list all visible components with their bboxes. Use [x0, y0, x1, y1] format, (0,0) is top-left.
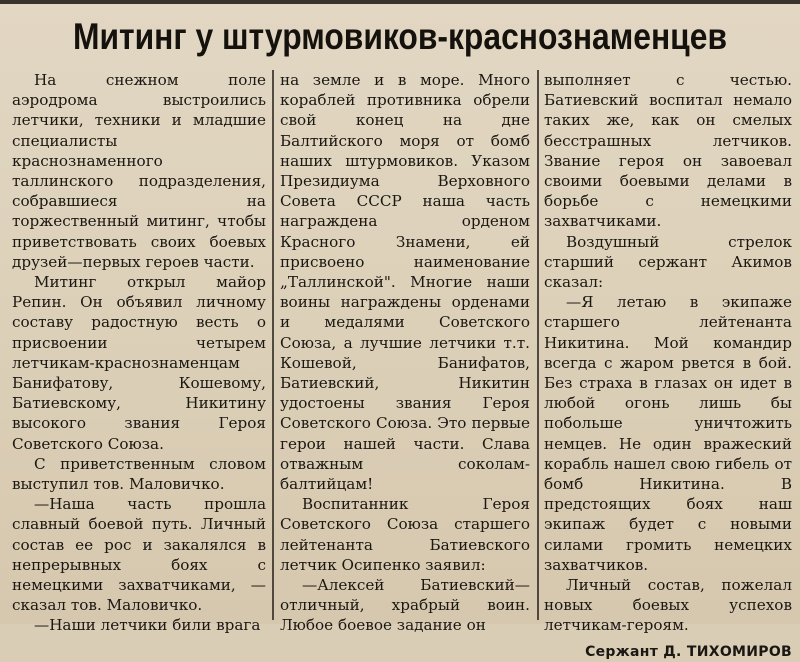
column-1 — [12, 70, 266, 635]
article-columns — [0, 70, 800, 660]
headline: Митинг у штурмовиков-краснознаменцев — [72, 16, 728, 57]
column-3 — [544, 70, 792, 660]
paragraph: выполняет с честью. Батиевский воспитал немало таких же, как он смелых бесстрашных летчиков. Звание героя он завоевал своими боевыми делами в борьбе с немецкими захватчиками. — [544, 71, 792, 231]
paragraph: —Алексей Батиевский— отличный, храбрый воин. Любое боевое задание он — [280, 576, 530, 635]
paragraph: Воспитанник Героя Советского Союза старшего лейтенанта Батиевского летчик Осипенко заявил: — [280, 495, 530, 574]
paragraph: Митинг открыл майор Репин. Он объявил личному составу радостную весть о присвоении четырем летчикам-краснознаменцам Банифатову, Кошевому, Батиевскому, Никитину высокого звания Героя Советского Союза. — [12, 273, 266, 453]
paragraph: С приветственным словом выступил тов. Маловичко. — [12, 454, 266, 494]
paragraph: На снежном поле аэродрома выстроились летчики, техники и младшие специалисты краснознаменного таллинского подразделения, собравшиеся на торжественный митинг, чтобы приветствовать своих боевых друзей—первых героев части. — [12, 71, 266, 271]
column-divider — [272, 70, 274, 620]
paragraph: на земле и в море. Много кораблей противника обрели свой конец на дне Балтийского моря от бомб наших штурмовиков. Указом Президиума Верховного Совета СССР наша часть награждена орденом Красного Знамени, ей присвоено наименование „Таллинской". Многие наши воины награждены орденами и медалями Советского Союза, а лучшие летчики т.т. Кошевой, Банифатов, Батиевский, Никитин удостоены звания Героя Советского Союза. Это первые герои нашей части. Слава отважным соколам-балтийцам! — [280, 71, 530, 494]
paragraph: Воздушный стрелок старший сержант Акимов сказал: — [544, 232, 792, 292]
paragraph: —Я летаю в экипаже старшего лейтенанта Никитина. Мой командир всегда с жаром рвется в бой. Без страха в глазах он идет в любой огонь лишь бы побольше уничтожить немцев. Не один вражеский корабль нашел свою гибель от бомб Никитина. В предстоящих боях наш экипаж будет с новыми силами громить немецких захватчиков. — [544, 293, 792, 574]
paragraph: —Наша часть прошла славный боевой путь. Личный состав ее рос и закалялся в непрерывных боях с немецкими захватчиками, —сказал тов. Маловичко. — [12, 495, 266, 615]
column-2 — [280, 70, 530, 635]
top-rule — [0, 0, 800, 4]
column-divider — [537, 70, 539, 620]
paragraph: —Наши летчики били врага — [34, 616, 261, 635]
author-signature: Сержант Д. ТИХОМИРОВ — [585, 643, 792, 660]
paragraph: Личный состав, пожелал новых боевых успехов летчикам-героям. — [544, 576, 792, 635]
